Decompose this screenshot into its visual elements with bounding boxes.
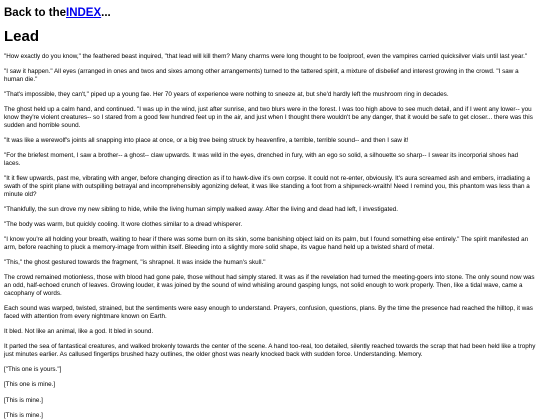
paragraph: "It it flew upwards, past me, vibrating with anger, before changing direction as if to hawk-dive it's own corpse. It could not re-enter, obviously. It's aura screamed ash and embers, irradiating a swath of the spirit plane with outspilling betrayal and incomprehensibly agonizing defeat, it was like standing a foot from a shipwreck-wraith! Need I remind you, this phantom was less than a minute old? [4, 175, 531, 198]
paragraph: The ghost held up a calm hand, and continued. "I was up in the wind, just after sunrise, and two blurs were in the forest. I was too high above to see much detail, and if I went any lower-- you know they're violent creatures-- so I stared from a good few hundred feet up in the air, and just when I thought there wouldn't be any danger, that it would be safe to get closer... there was this sudden and horrible sound. [4, 106, 533, 129]
paragraph: "Thankfully, the sun drove my new sibling to hide, while the living human simply walked away. After the living and dead had left, I investigated. [4, 206, 399, 214]
paragraph: "The body was warm, but quickly cooling. It wore clothes similar to a dread whisperer. [4, 221, 243, 229]
paragraph: "How exactly do you know," the feathered beast inquired, "that lead will kill them? Many charms were long thought to be foolproof, even the vampires carried quicksilver vials until last year." [4, 53, 528, 60]
paragraph: [This is mine.] [4, 411, 43, 419]
back-prefix-text: Back to the [4, 7, 66, 19]
paragraph: Each sound was warped, twisted, strained, but the sentiments were easy enough to understand. Prayers, confusion, questions, plans. By the time the presence had reached the hilltop, it was faced with attention from every nightmare known on Earth. [4, 305, 533, 321]
back-to-index-line [4, 6, 536, 20]
paragraph: It parted the sea of fantastical creatures, and walked brokenly towards the center of the scene. A hand too-real, too detailed, silently reached towards the scrap that had been held like a trophy just minutes earlier. As callused fingertips brushed hazy outlines, the older ghost was nearly knocked back with sudden force. Understanding. Memory. [4, 343, 536, 359]
paragraph: "I saw it happen." All eyes (arranged in ones and twos and sixes among other arrangements) turned to the tattered spirit, a mixture of disbelief and interest growing in the crowd. "I saw a human die." [4, 68, 519, 83]
paragraph: "It was like a werewolf's joints all snapping into place at once, or a big tree being struck by heavenfire, a terrible, terrible sound-- and then I saw it! [4, 137, 409, 145]
paragraph: [This is mine.] [4, 396, 43, 404]
story-body [4, 53, 536, 420]
page-title: Lead [4, 28, 40, 45]
paragraph: "I know you're all holding your breath, waiting to hear if there was some burn on its skin, some banishing object laid on its palm, but I found something else entirely." The spirit manifested an arm, before reaching to pluck a memory-image from within itself. Bleeding into a slightly more solid shape, its vague hand held up a twisted shard of metal. [4, 236, 529, 252]
back-suffix-text: ... [101, 7, 111, 19]
paragraph: [This one is mine.] [4, 381, 56, 389]
index-link[interactable]: INDEX [66, 7, 102, 19]
paragraph: "For the briefest moment, I saw a brother-- a ghost-- claw upwards. It was wild in the eyes, drenched in fury, with an ego so solid, a silhouette so sharp-- I swear its incorporial shoes had laces. [4, 152, 519, 168]
paragraph: "That's impossible, they can't," piped up a young fae. Her 70 years of experience were nothing to sneeze at, but she'd hardly left the mushroom ring in decades. [4, 91, 449, 99]
paragraph: ["This one is yours."] [4, 366, 62, 374]
paragraph: It bled. Not like an animal, like a god. It bled in sound. [4, 328, 154, 336]
paragraph: The crowd remained motionless, those with blood had gone pale, those without had simply stared. It was as if the revelation had turned the meeting-goers into stone. The only sound now was an odd, half-echoed crunch of leaves. Growing louder, it was joined by the sound of wind whisling around gasping lungs, not solid enough to work properly. Then, like a tidal wave, came a cacophany of words. [4, 274, 535, 298]
paragraph: "This," the ghost gestured towards the fragment, "is shrapnel. It was inside the human's skull." [4, 259, 266, 267]
